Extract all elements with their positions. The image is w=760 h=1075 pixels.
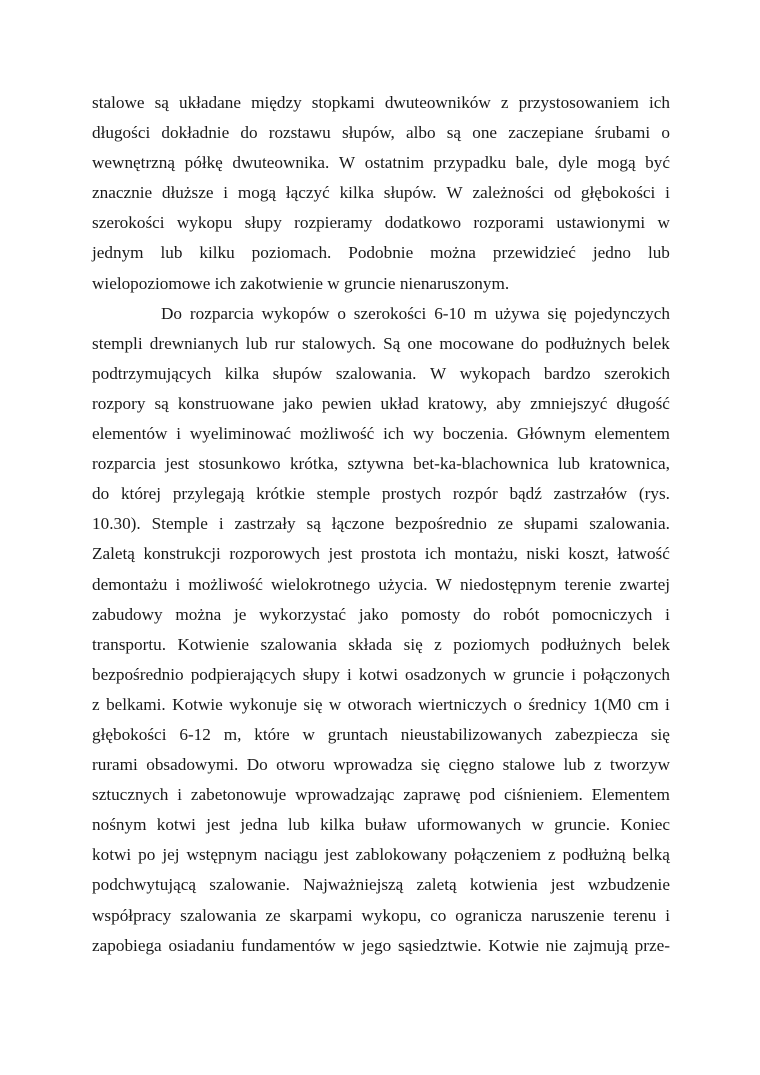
text-line: długości dokładnie do rozstawu słupów, albo są one zaczepiane śrubami o	[92, 123, 670, 143]
text-line: kotwi po jej wstępnym naciągu jest zablokowany połączeniem z podłużną belką	[92, 845, 670, 865]
text-line: zapobiega osiadaniu fundamentów w jego sąsiedztwie. Kotwie nie zajmują prze-	[92, 935, 670, 955]
text-line: głębokości 6-12 m, które w gruntach nieustabilizowanych zabezpiecza się	[92, 724, 670, 744]
text-line: rozparcia jest stosunkowo krótka, sztywna bet-ka-blachownica lub kratownica,	[92, 454, 670, 474]
text-line: współpracy szalowania ze skarpami wykopu, co ogranicza naruszenie terenu i	[92, 905, 670, 925]
text-line: rozpory są konstruowane jako pewien układ kratowy, aby zmniejszyć długość	[92, 393, 670, 413]
text-line: Zaletą konstrukcji rozporowych jest prostota ich montażu, niski koszt, łatwość	[92, 544, 670, 564]
text-line: wielopoziomowe ich zakotwienie w gruncie nienaruszonym.	[92, 273, 510, 293]
text-line: Do rozparcia wykopów o szerokości 6-10 m używa się pojedynczych	[161, 303, 670, 323]
text-line: podchwytującą szalowanie. Najważniejszą zaletą kotwienia jest wzbudzenie	[92, 875, 670, 895]
text-line: nośnym kotwi jest jedna lub kilka buław uformowanych w gruncie. Koniec	[92, 815, 670, 835]
text-line: stalowe są układane między stopkami dwuteowników z przystosowaniem ich	[92, 93, 670, 112]
text-line: jednym lub kilku poziomach. Podobnie można przewidzieć jedno lub	[92, 243, 670, 263]
text-line: demontażu i możliwość wielokrotnego użycia. W niedostępnym terenie zwartej	[92, 574, 670, 594]
text-line: elementów i wyeliminować możliwość ich wy boczenia. Głównym elementem	[92, 424, 670, 444]
text-line: z belkami. Kotwie wykonuje się w otworach wiertniczych o średnicy 1(M0 cm i	[92, 694, 670, 714]
text-line: bezpośrednio podpierających słupy i kotwi osadzonych w gruncie i połączonych	[92, 664, 670, 684]
text-line: stempli drewnianych lub rur stalowych. Są one mocowane do podłużnych belek	[92, 333, 670, 353]
text-line: znacznie dłuższe i mogą łączyć kilka słupów. W zależności od głębokości i	[92, 183, 670, 203]
body-text	[92, 88, 670, 961]
text-line: 10.30). Stemple i zastrzały są łączone bezpośrednio ze słupami szalowania.	[92, 514, 670, 534]
text-line: transportu. Kotwienie szalowania składa się z poziomych podłużnych belek	[92, 634, 670, 654]
text-line: podtrzymujących kilka słupów szalowania. W wykopach bardzo szerokich	[92, 363, 670, 383]
text-line: do której przylegają krótkie stemple prostych rozpór bądź zastrzałów (rys.	[92, 484, 670, 504]
text-line: sztucznych i zabetonowuje wprowadzając zaprawę pod ciśnieniem. Elementem	[92, 785, 670, 805]
text-line: rurami obsadowymi. Do otworu wprowadza się cięgno stalowe lub z tworzyw	[92, 755, 670, 775]
text-line: szerokości wykopu słupy rozpieramy dodatkowo rozporami ustawionymi w	[92, 213, 670, 233]
text-line: wewnętrzną półkę dwuteownika. W ostatnim przypadku bale, dyle mogą być	[92, 153, 670, 173]
text-line: zabudowy można je wykorzystać jako pomosty do robót pomocniczych i	[92, 604, 670, 624]
